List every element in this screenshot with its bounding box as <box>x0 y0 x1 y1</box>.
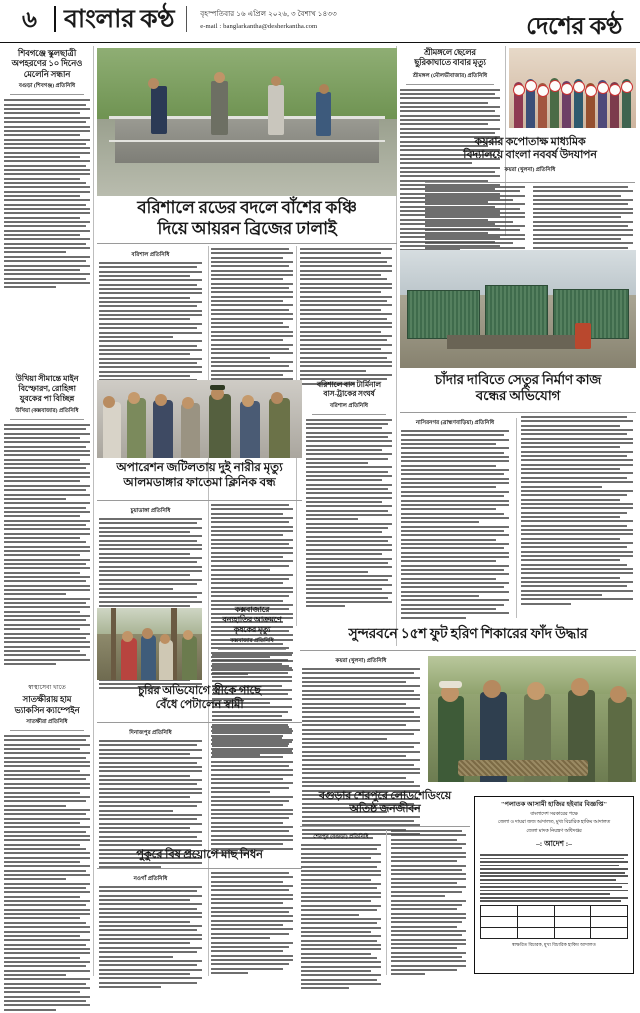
contact-email: e-mail : banglarkantha@desherkantha.com <box>200 22 318 30</box>
masthead-left <box>22 6 337 32</box>
photo6-person-4-head <box>183 630 193 640</box>
article-a14-body-col1 <box>99 872 202 990</box>
a4-headline-line2: বিদ্যালয়ে বাংলা নববর্ষ উদযাপন <box>463 149 597 162</box>
a10-body-2 <box>211 726 293 854</box>
a9-headline-line1: সাতক্ষীরায় হাম <box>22 694 72 705</box>
ad-order-label: –: আদেশ :– <box>536 838 572 848</box>
a5-headline-line2: বিস্ফোরণ, রোহিঙ্গা <box>18 384 76 393</box>
ad-table-cell <box>554 906 591 917</box>
column-divider-7 <box>386 830 387 975</box>
a8-rule <box>312 414 386 415</box>
ad-table-cell <box>481 928 518 939</box>
article-a10-headline-block <box>97 684 302 712</box>
ad-signature: স্বাক্ষরিত বিচারক, মুখ্য বিচারিক হাকিম আদালত <box>512 942 596 948</box>
photo3-tin-shed-1 <box>407 290 480 339</box>
a13-body-2 <box>391 830 466 975</box>
photo2-placard-7 <box>585 85 597 97</box>
photo5-person-2-head <box>128 392 140 404</box>
photo-villagers-tree <box>97 608 202 680</box>
article-a6-body-col2 <box>521 416 633 607</box>
ad-table-cell <box>481 917 518 928</box>
photo1-worker-4 <box>316 92 331 136</box>
a6-byline: নাসিরনগর (ব্রাহ্মণবাড়িয়া) প্রতিনিধি <box>415 420 495 426</box>
photo7-officer-5-head <box>610 686 627 703</box>
a14-byline: নওগাঁ প্রতিনিধি <box>133 876 168 882</box>
photo5-police-cap <box>210 385 225 390</box>
ad-title: "পলাতক আসামী হাজির হইবার বিজ্ঞপ্তি" <box>500 801 608 808</box>
article-a2-body-col2 <box>211 248 293 387</box>
a14-rule <box>97 868 302 869</box>
a9-kicker: স্বাস্থ্যসেবা খাতে <box>28 684 66 691</box>
photo7-officer-4-head <box>571 678 589 696</box>
article-a4-headline-block <box>425 136 635 177</box>
a2-byline: বরিশাল প্রতিনিধি <box>131 252 170 258</box>
ad-table <box>480 905 628 939</box>
a4-byline: কয়রা (খুলনা) প্রতিনিধি <box>504 166 556 173</box>
photo1-background-upper <box>97 48 397 119</box>
a10-rule <box>97 722 302 723</box>
photo6-person-1-head <box>122 631 133 642</box>
photo-police-clinic <box>97 380 302 458</box>
column-divider-1 <box>93 46 94 976</box>
a8-headline-line2: বাস-ট্রাকের সংঘর্ষ <box>323 389 375 399</box>
photo5-person-1 <box>103 402 121 458</box>
ad-table-row <box>481 917 628 928</box>
photo3-tin-shed-2 <box>485 285 548 339</box>
a7-byline: চুয়াডাঙ্গা প্রতিনিধি <box>130 508 171 514</box>
ad-table-cell <box>554 928 591 939</box>
photo2-placard-3 <box>537 85 549 97</box>
photo2-placard-10 <box>621 81 633 93</box>
a10-headline-line2: বেঁধে পেটালেন স্বামী <box>155 699 244 712</box>
photo3-tin-shed-3 <box>553 289 628 339</box>
photo6-person-4 <box>182 636 197 680</box>
a1-byline: বগুড়া (শিবগঞ্জ) প্রতিনিধি <box>18 83 76 90</box>
a5-headline-line1: উখিয়া সীমান্তে মাইন <box>15 374 79 383</box>
a6-rule <box>400 412 636 413</box>
a10-byline: দিনাজপুর প্রতিনিধি <box>129 730 172 736</box>
a2-body-2 <box>211 248 293 385</box>
a2-body-3 <box>300 248 392 385</box>
photo1-worker-1 <box>151 86 167 134</box>
photo3-pile <box>447 335 584 349</box>
a1-headline: শিবগঞ্জে স্কুলছাত্রী অপহরণের ১০ দিনেও মেলেনি সন্ধান <box>11 48 83 79</box>
a14-headline: পুকুরে বিষ প্রয়োগে মাছ নিধন <box>136 849 263 861</box>
photo7-officer-3-head <box>527 682 545 700</box>
ad-subtitle-1: বাংলাদেশ সরকারের পক্ষে <box>530 811 578 817</box>
ad-table-cell <box>591 928 628 939</box>
ad-subtitle-3: জেলা মাদক নিয়ন্ত্রণ অধিদপ্তর <box>526 828 582 834</box>
photo2-placard-2 <box>525 80 537 92</box>
photo5-person-4 <box>181 403 200 458</box>
photo7-officer-2-head <box>483 680 501 698</box>
a12-rule <box>300 650 636 651</box>
photo1-worker-2 <box>211 81 228 135</box>
a13-rule <box>300 826 470 827</box>
a2-headline-line2: দিয়ে আয়রন ব্রিজের ঢালাই <box>157 218 337 238</box>
ad-table-row <box>481 928 628 939</box>
a9-byline: সাতক্ষীরা প্রতিনিধি <box>26 719 68 726</box>
a13-byline: শেরপুর (বগুড়া) প্রতিনিধি <box>313 834 369 840</box>
article-a10-body-col2 <box>211 726 293 856</box>
a2-body-1 <box>99 262 202 399</box>
ad-table-cell <box>591 917 628 928</box>
legal-notice-advertisement <box>474 796 634 974</box>
photo1-worker-1-head <box>148 78 159 89</box>
a2-rule <box>97 243 397 244</box>
photo6-person-3-head <box>160 634 170 644</box>
a2-headline-line1: বরিশালে রডের বদলে বাঁশের কঞ্চি <box>137 198 357 217</box>
newspaper-title: বাংলার কণ্ঠ <box>63 5 175 33</box>
photo1-worker-4-head <box>319 84 329 94</box>
ad-table-row <box>481 906 628 917</box>
ad-table-cell <box>517 928 554 939</box>
a8-body <box>306 419 392 608</box>
a14-body-1 <box>99 886 202 988</box>
a6-body-2 <box>521 416 633 605</box>
photo1-worker-3 <box>268 85 284 135</box>
photo-bridge-casting <box>97 48 397 196</box>
photo2-placard-1 <box>513 84 525 96</box>
article-a14-headline-block <box>97 848 302 862</box>
ad-table-cell <box>517 917 554 928</box>
publisher-brand: দেশের কণ্ঠ <box>526 14 622 40</box>
a4-rule <box>425 182 635 183</box>
photo5-person-3-head <box>155 394 167 406</box>
ad-body-text <box>480 854 628 902</box>
photo5-person-6-head <box>242 395 254 407</box>
a3-headline-line2: ছুরিকাঘাতে বাবার মৃত্যু <box>414 58 486 68</box>
a13-headline-line2: অতিষ্ঠ জনজীবন <box>349 803 421 816</box>
article-a2-headline-block <box>97 198 397 239</box>
photo5-person-1-head <box>103 396 115 408</box>
photo1-worker-2-head <box>214 72 225 83</box>
ad-table-cell <box>481 906 518 917</box>
ad-table-cell <box>517 906 554 917</box>
a9-rule <box>10 730 84 731</box>
a14-body-2 <box>211 872 293 974</box>
masthead-divider-2 <box>186 6 187 32</box>
photo5-person-6 <box>240 401 260 458</box>
article-a2-body-col3 <box>300 248 392 387</box>
photo2-placard-4 <box>549 80 561 92</box>
a3-byline: শ্রীমঙ্গল (মৌলভীবাজার) প্রতিনিধি <box>412 72 488 79</box>
photo5-person-2 <box>127 398 146 458</box>
a12-byline: কয়রা (খুলনা) প্রতিনিধি <box>335 658 387 664</box>
a7-headline-line2: আলমডাঙ্গার ফাতেমা ক্লিনিক বন্ধ <box>123 474 276 489</box>
a13-headline-line1: বগুড়ার শেরপুরে লোডশেডিংয়ে <box>318 790 452 802</box>
a5-rule <box>10 419 84 420</box>
a3-rule <box>406 84 494 85</box>
ad-table-cell <box>591 906 628 917</box>
ad-subtitle-2: জেলা ও দায়রা জজ আদালত, মুখ্য বিচারিক হাকিম আদালত <box>497 820 611 826</box>
photo5-person-4-head <box>182 397 194 409</box>
article-a14-body-col2 <box>211 872 293 976</box>
photo5-person-7 <box>269 398 290 458</box>
masthead-bottom-rule <box>0 42 640 43</box>
article-a13-body-col2 <box>391 830 466 978</box>
a5-headline-line3: যুবকের পা বিচ্ছিন্ন <box>19 394 75 403</box>
masthead-meta <box>200 9 337 30</box>
photo-bridge-site <box>400 250 636 368</box>
photo7-officer-5 <box>608 697 632 782</box>
article-a5 <box>4 374 90 667</box>
a9-headline-line2: ভ্যাকসিন ক্যাম্পেইন <box>14 704 80 715</box>
photo5-person-7-head <box>271 392 283 404</box>
photo5-police-officer <box>209 394 231 458</box>
a3-headline-line1: শ্রীমঙ্গলে ছেলের <box>424 48 476 57</box>
article-a13-headline-block <box>300 790 470 817</box>
photo7-officer-1-cap <box>439 681 462 688</box>
a8-byline: বরিশাল প্রতিনিধি <box>330 402 368 409</box>
a1-body <box>4 99 90 288</box>
photo-students-placards <box>509 48 636 128</box>
a6-headline-line2: বন্ধের অভিযোগ <box>475 388 561 404</box>
a7-headline-line1: অপারেশন জটিলতায় দুই নারীর মৃত্যু <box>116 460 283 474</box>
page-number: ৬ <box>22 6 37 32</box>
masthead <box>0 0 640 44</box>
photo6-person-2 <box>141 635 156 680</box>
column-divider-6 <box>516 418 517 618</box>
article-a6-body-col1 <box>401 416 509 621</box>
photo2-placard-6 <box>573 81 585 93</box>
a1-rule <box>10 94 84 95</box>
a9-body <box>4 735 90 1011</box>
a11-headline-line1: কক্সবাজারে <box>234 605 270 614</box>
photo6-person-3 <box>159 640 173 680</box>
a11-headline-line2: বন্যহাতির আক্রমণে <box>222 614 282 624</box>
photo7-seized-trap-net <box>458 760 588 776</box>
photo6-tree-trunk-1 <box>111 608 116 680</box>
column-divider-2 <box>208 246 209 976</box>
article-a7-headline-block <box>97 460 302 490</box>
ad-table-cell <box>554 917 591 928</box>
a13-body-1 <box>301 844 381 989</box>
a6-body-1 <box>401 430 509 619</box>
photo2-placard-9 <box>609 84 621 96</box>
masthead-divider <box>54 6 56 32</box>
a11-rule <box>218 649 286 650</box>
photo2-placard-8 <box>597 82 609 94</box>
a10-headline-line1: চুরির অভিযোগে স্ত্রীকে গাছে <box>138 685 261 697</box>
a7-rule <box>97 500 302 501</box>
photo5-person-3 <box>153 400 173 458</box>
a11-byline: কক্সবাজার প্রতিনিধি <box>230 638 274 645</box>
photo6-person-2-head <box>142 628 153 639</box>
a11-headline-line3: কৃষকের মৃত্যু <box>233 624 271 634</box>
article-a12-headline-block <box>300 626 636 643</box>
article-a1 <box>4 48 90 291</box>
a4-headline-line1: কয়রার কপোতাক্ষ মাধ্যমিক <box>474 136 586 148</box>
publication-date: বৃহস্পতিবার ১৬ এপ্রিল ২০২৬, ৩ বৈশাখ ১৪৩৩ <box>200 9 337 18</box>
article-a9 <box>4 684 90 1013</box>
article-a8 <box>306 380 392 610</box>
photo-forest-officials <box>428 656 636 782</box>
a12-headline: সুন্দরবনে ১৫শ ফুট হরিণ শিকারের ফাঁদ উদ্ধার <box>348 627 588 642</box>
article-a2-body-col1 <box>99 248 202 401</box>
a5-byline: উখিয়া (কক্সবাজার) প্রতিনিধি <box>15 408 79 414</box>
photo3-machine <box>575 323 591 349</box>
photo2-placard-5 <box>561 83 573 95</box>
a5-body <box>4 424 90 665</box>
a6-headline-line1: চাঁদার দাবিতে সেতুর নির্মাণ কাজ <box>434 372 602 387</box>
photo1-railing-2 <box>109 140 385 142</box>
article-a6-headline-block <box>400 372 636 405</box>
a8-headline-line1: বরিশালে বাস টার্মিনাল <box>317 380 381 389</box>
photo6-person-1 <box>121 638 137 680</box>
article-a13-body-col1 <box>301 830 381 992</box>
